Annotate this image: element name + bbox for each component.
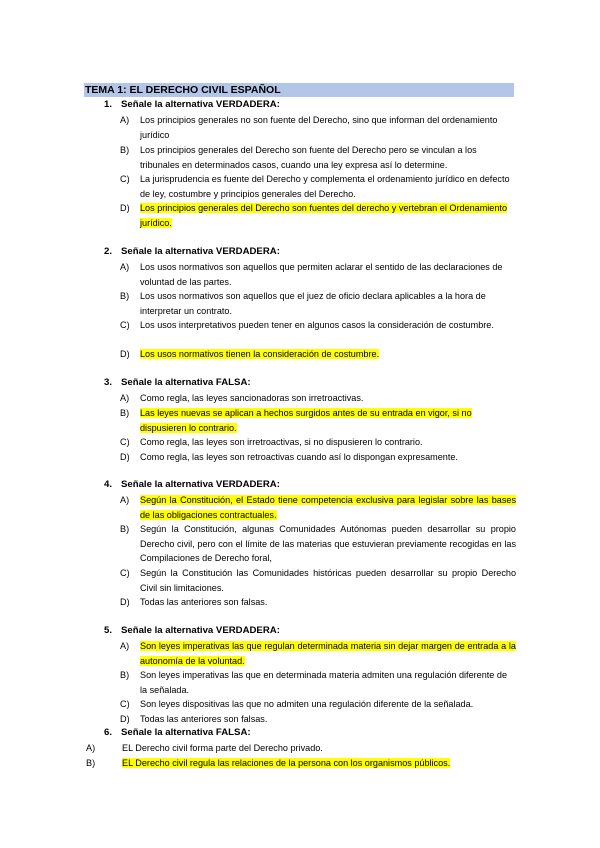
question-number: 3. [104,377,113,388]
option-letter: B) [120,408,130,418]
option-text: Son leyes dispositivas las que no admiten una regulación diferente de la señalada. [140,699,474,709]
option-letter: D) [120,349,130,359]
question-5-option-a [120,639,516,668]
option-letter: D) [120,203,130,213]
question-4-option-c [120,566,516,595]
question-text: Señale la alternativa VERDADERA: [121,625,280,636]
question-6-option-a [86,741,516,756]
option-text: Como regla, las leyes son retroactivas cuando así lo dispongan expresamente. [140,452,458,462]
question-3-option-a [120,391,516,406]
question-2-option-c [120,318,516,333]
option-letter: D) [120,714,130,724]
question-text: Señale la alternativa VERDADERA: [121,246,280,257]
question-1-prompt [104,98,280,112]
question-number: 5. [104,625,113,636]
option-text: Los principios generales del Derecho son fuente del Derecho pero se vinculan a los tribunales en determinados casos, cuando una ley expresa así lo determine. [140,145,477,170]
option-letter: B) [120,291,130,301]
question-4-option-b [120,522,516,566]
question-1-option-b [120,143,516,172]
option-letter: A) [120,641,130,651]
option-text: Según la Constitución las Comunidades históricas pueden desarrollar su propio Derecho Civil sin limitaciones. [140,568,516,593]
option-text: Todas las anteriores son falsas. [140,714,268,724]
question-3-option-b [120,406,516,435]
option-text: EL Derecho civil forma parte del Derecho privado. [122,743,323,753]
option-text: Según la Constitución, algunas Comunidades Autónomas pueden desarrollar su propio Derecho civil, pero con el límite de las materias que estuvieran previamente recogidas en las Compilaciones de Derecho foral, [140,524,516,564]
option-letter: A) [120,262,130,272]
question-6-option-b [86,756,516,771]
question-number: 1. [104,99,113,110]
option-letter: C) [120,568,130,578]
option-letter: D) [120,597,130,607]
option-text: Los usos normativos son aquellos que el juez de oficio declara aplicables a la hora de interpretar un contrato. [140,291,486,316]
question-1-option-d [120,201,516,230]
option-text: Los principios generales no son fuente del Derecho, sino que informan del ordenamiento jurídico [140,115,498,140]
option-letter: B) [120,670,130,680]
question-6-prompt [104,726,251,740]
option-text: Como regla, las leyes sancionadoras son irretroactivas. [140,393,364,403]
question-2-option-d [120,347,516,362]
option-letter: C) [120,174,130,184]
question-5-option-c [120,697,516,712]
question-1-option-a [120,113,516,142]
question-text: Señale la alternativa VERDADERA: [121,479,280,490]
option-letter: A) [120,495,130,505]
question-3-option-d [120,450,516,465]
option-text-highlighted: Según la Constitución, el Estado tiene competencia exclusiva para legislar sobre las bases de las obligaciones contractuales. [140,495,516,520]
question-2-prompt [104,245,280,259]
question-3-prompt [104,376,251,390]
option-letter: A) [120,115,130,125]
option-letter: B) [86,758,96,768]
option-text-highlighted: Son leyes imperativas las que regulan determinada materia sin dejar margen de entrada a la autonomía de la voluntad. [140,641,516,666]
option-text: Los usos normativos son aquellos que permiten aclarar el sentido de las declaraciones de voluntad de las partes. [140,262,503,287]
option-text-highlighted: Las leyes nuevas se aplican a hechos surgidos antes de su entrada en vigor, si no dispusieren lo contrario. [140,408,472,433]
question-number: 6. [104,727,113,738]
option-text: La jurisprudencia es fuente del Derecho y complementa el ordenamiento jurídico en defecto de ley, costumbre y principios generales del Derecho. [140,174,510,199]
question-2-option-b [120,289,516,318]
question-number: 2. [104,246,113,257]
question-5-option-d [120,712,516,727]
option-text: Como regla, las leyes son irretroactivas, si no dispusieren lo contrario. [140,437,423,447]
option-letter: B) [120,524,130,534]
option-letter: A) [120,393,130,403]
question-5-prompt [104,624,280,638]
option-text: Son leyes imperativas las que en determinada materia admiten una regulación diferente de la señalada. [140,670,508,695]
question-4-option-d [120,595,516,610]
option-letter: C) [120,320,130,330]
option-text: Los usos interpretativos pueden tener en algunos casos la consideración de costumbre. [140,320,494,330]
option-text-highlighted: EL Derecho civil regula las relaciones de la persona con los organismos públicos. [122,758,451,768]
question-1-option-c [120,172,516,201]
section-title: TEMA 1: EL DERECHO CIVIL ESPAÑOL [84,83,514,97]
option-letter: C) [120,437,130,447]
option-text: Todas las anteriores son falsas. [140,597,268,607]
question-3-option-c [120,435,516,450]
question-4-prompt [104,478,280,492]
option-letter: A) [86,743,96,753]
option-letter: B) [120,145,130,155]
question-text: Señale la alternativa FALSA: [121,727,251,738]
question-text: Señale la alternativa VERDADERA: [121,99,280,110]
question-5-option-b [120,668,516,697]
option-letter: D) [120,452,130,462]
question-text: Señale la alternativa FALSA: [121,377,251,388]
question-4-option-a [120,493,516,522]
option-text-highlighted: Los usos normativos tienen la consideración de costumbre. [140,349,380,359]
option-text-highlighted: Los principios generales del Derecho son fuentes del derecho y vertebran el Ordenamiento jurídico. [140,203,508,228]
question-2-option-a [120,260,516,289]
question-number: 4. [104,479,113,490]
option-letter: C) [120,699,130,709]
